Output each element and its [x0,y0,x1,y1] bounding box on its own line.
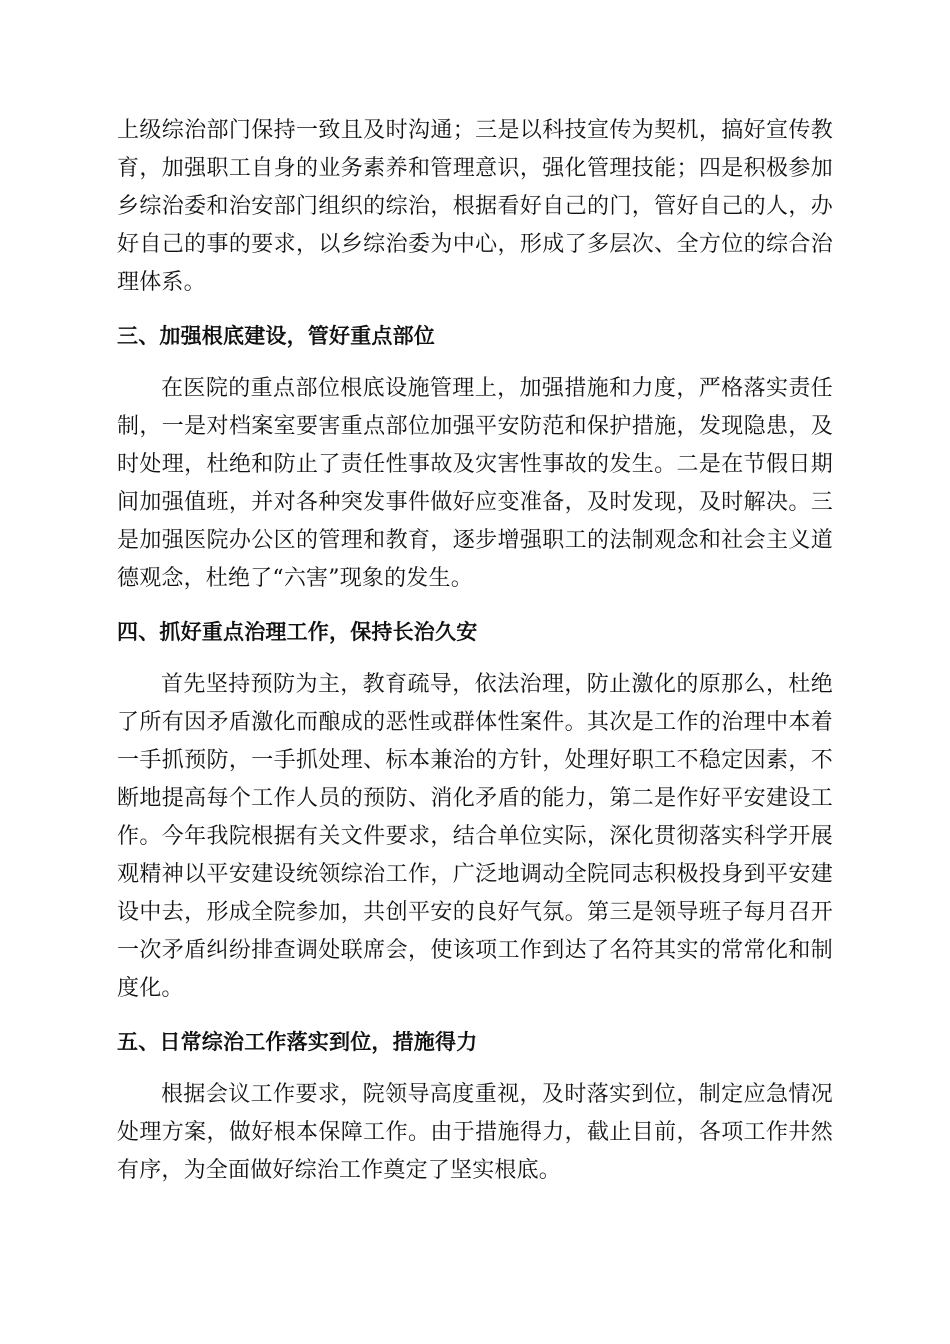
section-heading-4: 四、抓好重点治理工作，保持长治久安 [117,620,478,644]
section-heading-5: 五、日常综治工作落实到位，措施得力 [117,1030,478,1054]
paragraph-section-3: 在医院的重点部位根底设施管理上，加强措施和力度，严格落实责任制，一是对档案室要害重点部位加强平安防范和保护措施，发现隐患，及时处理，杜绝和防止了责任性事故及灾害性事故的发生。二是在节假日期间加强值班，并对各种突发事件做好应变准备，及时发现，及时解决。三是加强医院办公区的管理和教育，逐步增强职工的法制观念和社会主义道德观念，杜绝了“六害”现象的发生。 [117,376,833,591]
document-body [117,112,833,1190]
section-heading-3: 三、加强根底建设，管好重点部位 [117,324,435,348]
paragraph-continuation: 上级综治部门保持一致且及时沟通；三是以科技宣传为契机，搞好宣传教育，加强职工自身的业务素养和管理意识，强化管理技能；四是积极参加乡综治委和治安部门组织的综治，根据看好自己的门，管好自己的人，办好自己的事的要求，以乡综治委为中心，形成了多层次、全方位的综合治理体系。 [117,118,833,295]
paragraph-section-4: 首先坚持预防为主，教育疏导，依法治理，防止激化的原那么，杜绝了所有因矛盾激化而酿成的恶性或群体性案件。其次是工作的治理中本着一手抓预防，一手抓处理、标本兼治的方针，处理好职工不稳定因素，不断地提高每个工作人员的预防、消化矛盾的能力，第二是作好平安建设工作。今年我院根据有关文件要求，结合单位实际，深化贯彻落实科学开展观精神以平安建设统领综治工作，广泛地调动全院同志积极投身到平安建设中去，形成全院参加，共创平安的良好气氛。第三是领导班子每月召开一次矛盾纠纷排查调处联席会，使该项工作到达了名符其实的常常化和制度化。 [117,672,833,1001]
paragraph-section-5: 根据会议工作要求，院领导高度重视，及时落实到位，制定应急情况处理方案，做好根本保障工作。由于措施得力，截止目前，各项工作井然有序，为全面做好综治工作奠定了坚实根底。 [117,1082,833,1183]
